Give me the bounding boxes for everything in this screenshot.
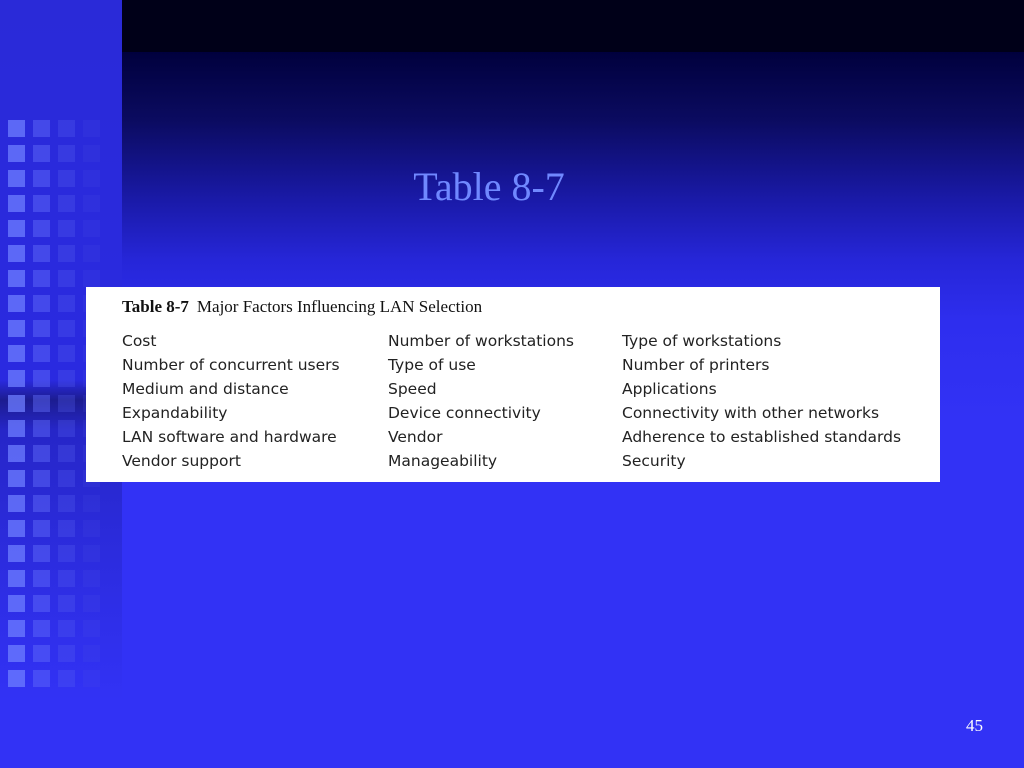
decoration-square xyxy=(33,595,50,612)
top-decoration-strip xyxy=(122,0,1024,52)
decoration-square xyxy=(58,570,75,587)
decoration-square xyxy=(58,295,75,312)
decoration-square xyxy=(8,270,25,287)
table-cell: Adherence to established standards xyxy=(622,428,902,446)
decoration-square xyxy=(83,645,100,662)
decoration-square xyxy=(83,495,100,512)
decoration-square xyxy=(58,120,75,137)
decoration-square xyxy=(33,520,50,537)
table-row xyxy=(122,329,922,353)
table-row xyxy=(122,353,922,377)
decoration-square xyxy=(33,445,50,462)
decoration-square xyxy=(8,345,25,362)
decoration-square xyxy=(8,595,25,612)
decoration-square xyxy=(58,145,75,162)
table-cell: Type of workstations xyxy=(622,332,782,350)
decoration-square xyxy=(8,520,25,537)
decoration-square xyxy=(8,620,25,637)
decoration-square xyxy=(8,220,25,237)
decoration-square xyxy=(83,120,100,137)
decoration-square xyxy=(8,120,25,137)
decoration-square xyxy=(33,670,50,687)
decoration-square xyxy=(58,595,75,612)
decoration-square xyxy=(33,420,50,437)
decoration-square xyxy=(33,145,50,162)
table-row xyxy=(122,449,922,473)
decoration-square xyxy=(83,620,100,637)
decoration-square xyxy=(33,395,50,412)
decoration-square xyxy=(33,545,50,562)
decoration-square xyxy=(33,570,50,587)
decoration-square xyxy=(8,470,25,487)
table-cell: Number of concurrent users xyxy=(122,356,340,374)
decoration-square xyxy=(8,420,25,437)
table-cell: LAN software and hardware xyxy=(122,428,337,446)
decoration-square xyxy=(58,495,75,512)
decoration-square xyxy=(83,245,100,262)
decoration-square xyxy=(83,545,100,562)
decoration-square xyxy=(58,245,75,262)
table-cell: Manageability xyxy=(388,452,498,470)
decoration-square xyxy=(83,595,100,612)
table-cell: Medium and distance xyxy=(122,380,289,398)
decoration-square xyxy=(33,495,50,512)
decoration-square xyxy=(58,270,75,287)
decoration-square xyxy=(8,670,25,687)
table-cell: Number of workstations xyxy=(388,332,574,350)
decoration-square xyxy=(33,370,50,387)
decoration-square xyxy=(33,120,50,137)
table-cell: Type of use xyxy=(388,356,476,374)
decoration-square xyxy=(8,445,25,462)
table-cell: Connectivity with other networks xyxy=(622,404,880,422)
table-cell: Vendor support xyxy=(122,452,241,470)
decoration-square xyxy=(33,320,50,337)
slide-title: Table 8-7 xyxy=(413,164,565,209)
decoration-square xyxy=(8,545,25,562)
decoration-square xyxy=(58,470,75,487)
decoration-square xyxy=(58,420,75,437)
decoration-square xyxy=(83,270,100,287)
page-number: 45 xyxy=(966,716,983,735)
table-cell: Device connectivity xyxy=(388,404,541,422)
table-row xyxy=(122,425,922,449)
table-cell: Vendor xyxy=(388,428,443,446)
decoration-square xyxy=(83,520,100,537)
table-cell: Speed xyxy=(388,380,437,398)
table-cell: Applications xyxy=(622,380,717,398)
decoration-square xyxy=(8,320,25,337)
decoration-square xyxy=(8,495,25,512)
decoration-square xyxy=(58,620,75,637)
table-grid xyxy=(122,329,922,473)
table-row xyxy=(122,401,922,425)
decoration-square xyxy=(8,145,25,162)
decoration-square xyxy=(33,220,50,237)
table-figure xyxy=(86,287,940,482)
decoration-square xyxy=(58,545,75,562)
table-caption-number: Table 8-7 xyxy=(122,297,189,316)
decoration-square xyxy=(83,670,100,687)
decoration-square xyxy=(8,395,25,412)
decoration-square xyxy=(58,370,75,387)
decoration-square xyxy=(33,270,50,287)
decoration-square xyxy=(8,370,25,387)
decoration-square xyxy=(58,520,75,537)
table-cell: Security xyxy=(622,452,686,470)
decoration-square xyxy=(8,570,25,587)
decoration-square xyxy=(58,645,75,662)
decoration-square xyxy=(83,145,100,162)
decoration-square xyxy=(33,295,50,312)
table-cell: Expandability xyxy=(122,404,228,422)
decoration-square xyxy=(83,570,100,587)
decoration-square xyxy=(58,670,75,687)
decoration-square xyxy=(8,645,25,662)
decoration-square xyxy=(33,470,50,487)
table-row xyxy=(122,377,922,401)
decoration-square xyxy=(83,220,100,237)
table-caption-text: Major Factors Influencing LAN Selection xyxy=(196,297,483,316)
decoration-square xyxy=(58,345,75,362)
decoration-square xyxy=(58,320,75,337)
decoration-square xyxy=(33,645,50,662)
decoration-square xyxy=(58,395,75,412)
decoration-square xyxy=(33,245,50,262)
decoration-square xyxy=(8,245,25,262)
table-cell: Number of printers xyxy=(622,356,770,374)
decoration-square xyxy=(58,220,75,237)
decoration-square xyxy=(58,445,75,462)
decoration-square xyxy=(33,620,50,637)
table-cell: Cost xyxy=(122,332,157,350)
decoration-square xyxy=(33,345,50,362)
decoration-square xyxy=(8,295,25,312)
table-caption xyxy=(122,297,482,317)
